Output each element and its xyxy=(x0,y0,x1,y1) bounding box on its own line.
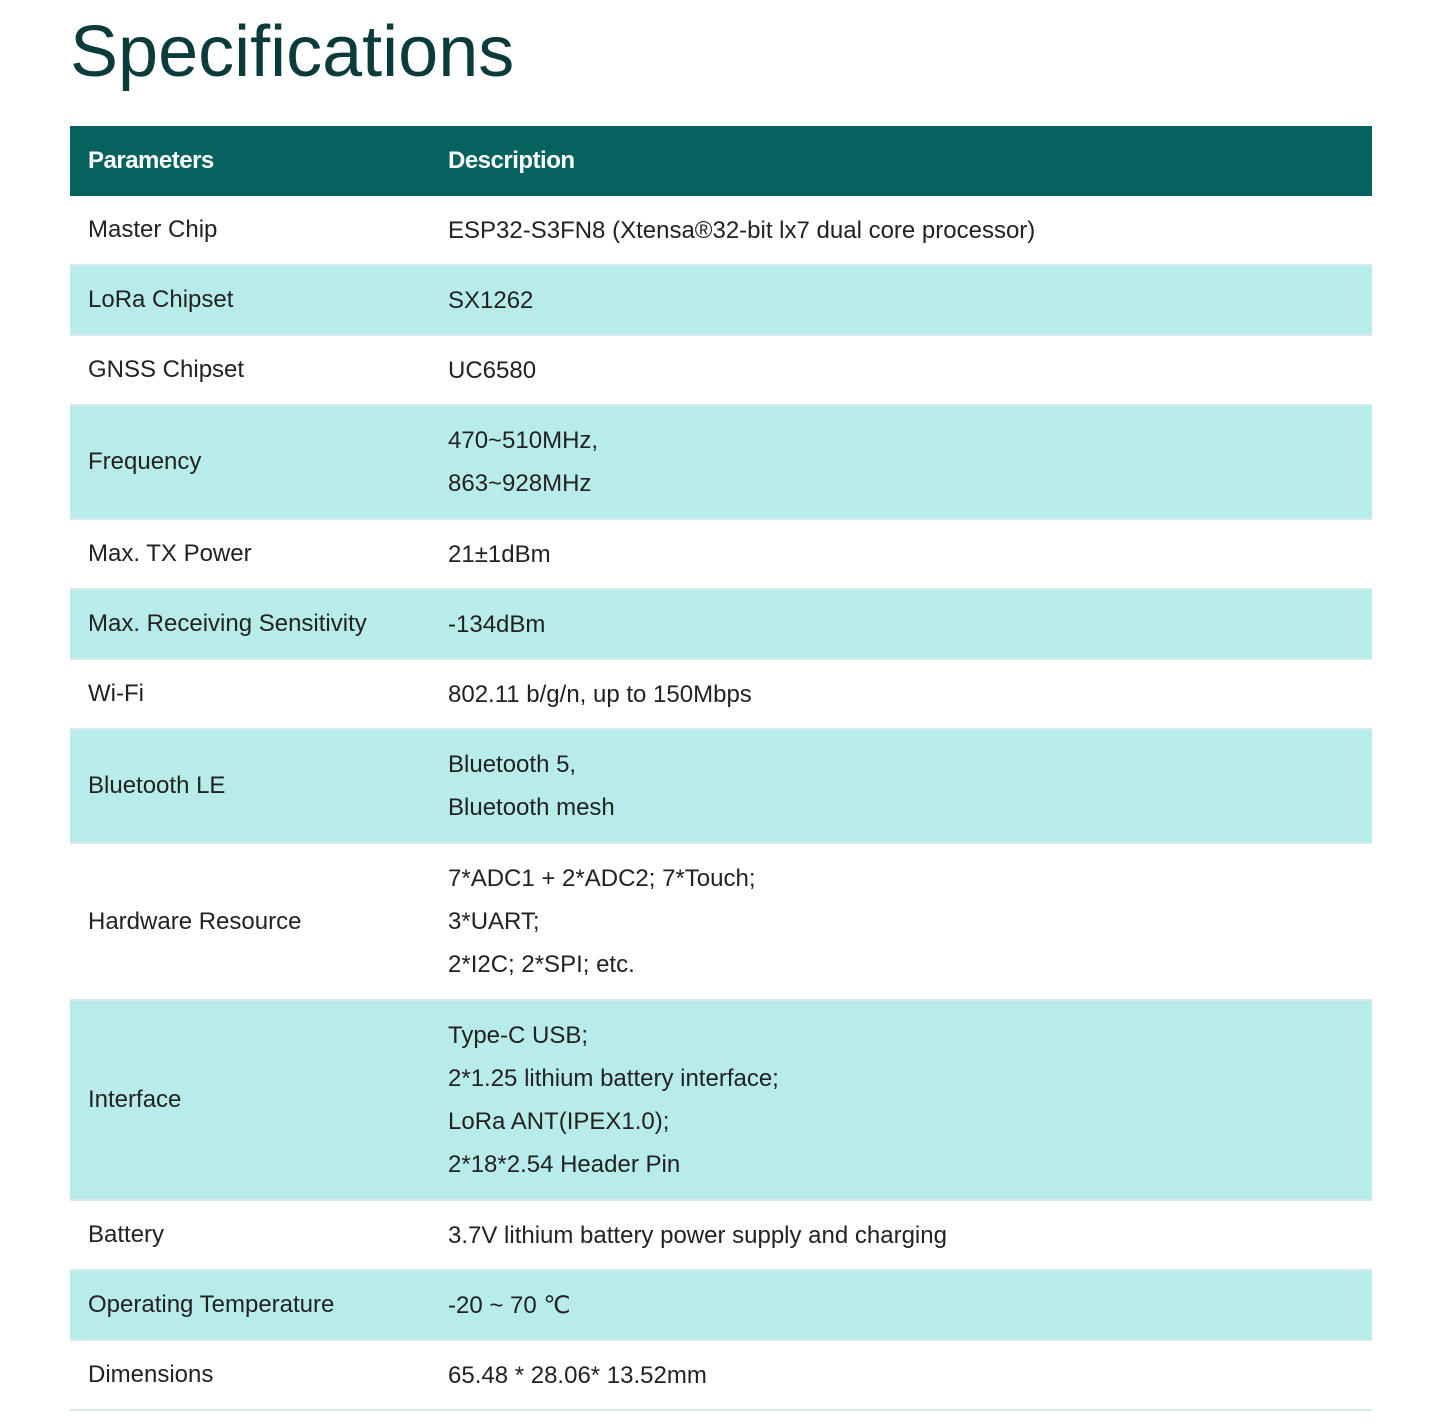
parameter-cell: GNSS Chipset xyxy=(70,335,430,405)
description-cell xyxy=(430,729,1372,843)
description-line: 863~928MHz xyxy=(448,470,592,497)
description-line: -134dBm xyxy=(448,610,546,638)
parameter-cell: LoRa Chipset xyxy=(70,265,430,335)
description-cell xyxy=(430,335,1372,405)
parameter-cell: Hardware Resource xyxy=(70,843,430,1000)
description-line: 2*1.25 lithium battery interface; xyxy=(448,1065,779,1092)
description-cell xyxy=(430,1200,1372,1270)
description-line: Bluetooth 5, xyxy=(448,751,577,778)
description-line: 3.7V lithium battery power supply and charging xyxy=(448,1221,947,1249)
description-line: ESP32-S3FN8 (Xtensa®32-bit lx7 dual core processor) xyxy=(448,216,1036,244)
description-line: 2*18*2.54 Header Pin xyxy=(448,1151,681,1178)
description-line: SX1262 xyxy=(448,286,534,314)
description-line: 7*ADC1 + 2*ADC2; 7*Touch; xyxy=(448,865,756,892)
parameter-cell: Max. TX Power xyxy=(70,519,430,589)
table-row xyxy=(70,1270,1372,1340)
specifications-table xyxy=(70,126,1372,1411)
description-line: Type-C USB; xyxy=(448,1022,589,1049)
header-description: Description xyxy=(430,126,1372,196)
table-row xyxy=(70,405,1372,519)
description-line: 470~510MHz, xyxy=(448,427,599,454)
table-header-row xyxy=(70,126,1372,196)
description-cell xyxy=(430,519,1372,589)
header-parameters: Parameters xyxy=(70,126,430,196)
description-cell xyxy=(430,265,1372,335)
table-row xyxy=(70,1200,1372,1270)
page-title: Specifications xyxy=(70,12,515,92)
description-line: 65.48 * 28.06* 13.52mm xyxy=(448,1361,707,1389)
table-row xyxy=(70,659,1372,729)
table-row xyxy=(70,265,1372,335)
description-cell xyxy=(430,589,1372,659)
table-row xyxy=(70,196,1372,265)
description-line: 3*UART; xyxy=(448,908,540,935)
description-line: Bluetooth mesh xyxy=(448,794,615,821)
parameter-cell: Bluetooth LE xyxy=(70,729,430,843)
parameter-cell: Max. Receiving Sensitivity xyxy=(70,589,430,659)
parameter-cell: Wi-Fi xyxy=(70,659,430,729)
table-row xyxy=(70,843,1372,1000)
table-row xyxy=(70,335,1372,405)
parameter-cell: Frequency xyxy=(70,405,430,519)
parameter-cell: Battery xyxy=(70,1200,430,1270)
description-cell xyxy=(430,405,1372,519)
parameter-cell: Operating Temperature xyxy=(70,1270,430,1340)
description-line: 2*I2C; 2*SPI; etc. xyxy=(448,951,635,978)
description-cell xyxy=(430,196,1372,265)
table-row xyxy=(70,589,1372,659)
description-cell xyxy=(430,843,1372,1000)
description-cell xyxy=(430,1000,1372,1200)
description-line: 802.11 b/g/n, up to 150Mbps xyxy=(448,680,752,708)
parameter-cell: Master Chip xyxy=(70,196,430,265)
description-line: -20 ~ 70 ℃ xyxy=(448,1291,571,1319)
description-cell xyxy=(430,1270,1372,1340)
table-row xyxy=(70,1000,1372,1200)
description-line: 21±1dBm xyxy=(448,540,551,568)
table-row xyxy=(70,1340,1372,1410)
parameter-cell: Dimensions xyxy=(70,1340,430,1410)
description-line: LoRa ANT(IPEX1.0); xyxy=(448,1108,670,1135)
table-row xyxy=(70,519,1372,589)
parameter-cell: Interface xyxy=(70,1000,430,1200)
description-cell xyxy=(430,1340,1372,1410)
description-cell xyxy=(430,659,1372,729)
table-row xyxy=(70,729,1372,843)
description-line: UC6580 xyxy=(448,356,537,384)
